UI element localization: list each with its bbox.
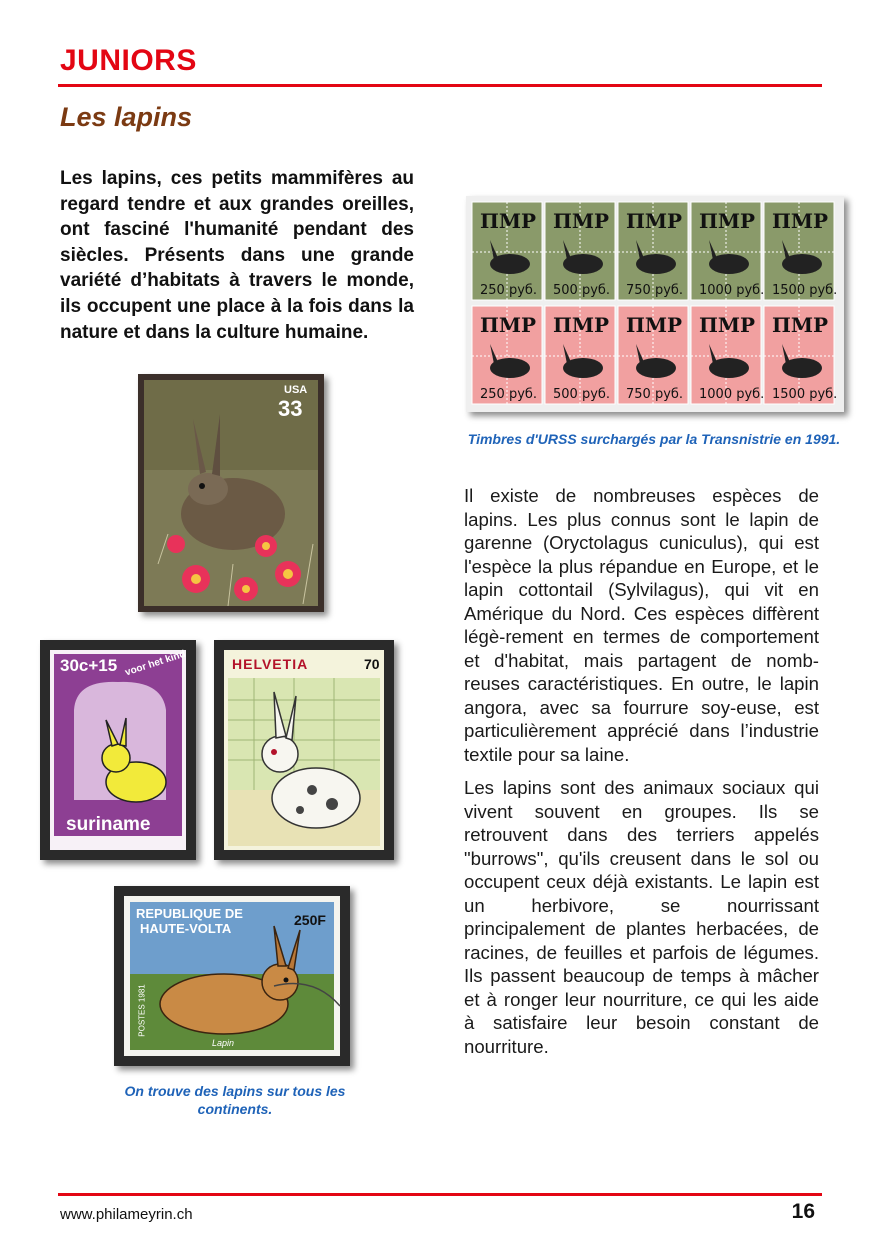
usa-stamp — [138, 374, 324, 612]
ussr-value-text: 500 руб. — [553, 387, 611, 402]
ussr-overprint-text: ПМР — [626, 313, 683, 337]
usa-country-text: USA — [284, 384, 308, 396]
haute-volta-value-text: 250F — [294, 912, 326, 928]
footer-rule — [58, 1193, 822, 1196]
suriname-stamp — [40, 640, 196, 860]
ussr-value-text: 500 руб. — [553, 283, 611, 298]
caption-continents: On trouve des lapins sur tous les continents. — [124, 1083, 346, 1117]
ussr-value-text: 250 руб. — [480, 387, 538, 402]
ussr-value-text: 1500 руб. — [772, 387, 838, 402]
page-number: 16 — [791, 1200, 815, 1223]
haute-volta-stamp — [114, 886, 350, 1066]
ussr-overprint-text: ПМР — [772, 209, 829, 233]
ussr-overprint-text: ПМР — [553, 313, 610, 337]
body-paragraph-1: Il existe de nombreuses espèces de lapins. Les plus connus sont le lapin de garenne (Oryctolagus cuniculus), qui est l'espèce la plus répandue en Europe, et le lapin cottontail (Sylvilagus), qui vit en Amérique du Nord. Ces espèces diffèrent légè-rement en termes de comportement et d'habitat, mais partagent de nomb-reuses caractéristiques. En outre, le lapin angora, avec sa fourrure soy-euse, est particulièrement apprécié dans l’industrie textile pour sa laine. — [464, 485, 819, 765]
ussr-value-text: 1500 руб. — [772, 283, 838, 298]
ussr-value-text: 1000 руб. — [699, 283, 765, 298]
suriname-tagline-text: voor het kind — [123, 648, 187, 679]
ussr-stamp-1-4 — [691, 202, 764, 300]
ussr-stamp-2-1 — [472, 306, 542, 404]
helvetia-stamp-image — [214, 640, 394, 860]
suriname-country-text: suriname — [66, 814, 151, 835]
footer-website: www.philameyrin.ch — [60, 1206, 193, 1223]
ussr-overprint-text: ПМР — [699, 313, 756, 337]
haute-volta-country-line2: HAUTE-VOLTA — [140, 921, 232, 936]
ussr-stamp-2-2 — [545, 306, 615, 404]
ussr-stamp-sheet — [466, 196, 844, 412]
ussr-stamp-2-5 — [764, 306, 837, 404]
ussr-value-text: 250 руб. — [480, 283, 538, 298]
helvetia-country-text: HELVETIA — [232, 656, 309, 672]
intro-paragraph: Les lapins, ces petits mammifères au regard tendre et aux grandes oreilles, ont fasciné l'humanité pendant des siècles. Présents dans une grande variété d’habitats à travers le monde, ils occupent une place à la fois dans la nature et dans la culture humaine. — [60, 168, 414, 343]
ussr-stamp-sheet-image — [466, 196, 844, 412]
haute-volta-label-text: Lapin — [212, 1038, 235, 1048]
header-rule — [58, 84, 822, 87]
helvetia-value-text: 70 — [364, 656, 380, 672]
ussr-overprint-text: ПМР — [772, 313, 829, 337]
page-title: Les lapins — [60, 102, 193, 132]
ussr-value-text: 1000 руб. — [699, 387, 765, 402]
ussr-stamp-1-3 — [618, 202, 688, 300]
helvetia-stamp — [214, 640, 394, 860]
ussr-stamp-1-1 — [472, 202, 542, 300]
ussr-overprint-text: ПМР — [626, 209, 683, 233]
haute-volta-country-line1: REPUBLIQUE DE — [136, 906, 243, 921]
haute-volta-year-text: POSTES 1981 — [137, 984, 147, 1037]
ussr-overprint-text: ПМР — [480, 313, 537, 337]
ussr-stamp-1-5 — [764, 202, 837, 300]
haute-volta-stamp-image — [114, 886, 350, 1066]
usa-value-text: 33 — [278, 396, 303, 421]
usa-stamp-image — [138, 374, 324, 612]
suriname-stamp-image — [40, 640, 196, 860]
body-paragraph-2: Les lapins sont des animaux sociaux qui vivent souvent en groupes. Ils se retrouvent dans des terriers appelés "burrows", qu'ils creusent dans le sol ou occupent ceux déjà existants. Le lapin est un herbivore, se nourrissant principalement de plantes herbacées, de racines, de feuilles et parfois de légumes. Ils passent beaucoup de temps à mâcher et à ronger leur nourriture, ce qui les aide à satisfaire leur besoin constant de nourriture. — [464, 777, 819, 1057]
suriname-value-text: 30c+15 — [60, 656, 118, 675]
section-title: JUNIORS — [60, 44, 197, 77]
ussr-stamp-1-2 — [545, 202, 615, 300]
ussr-overprint-text: ПМР — [553, 209, 610, 233]
ussr-value-text: 750 руб. — [626, 387, 684, 402]
caption-ussr: Timbres d'URSS surchargés par la Transnistrie en 1991. — [467, 431, 841, 447]
ussr-stamp-2-4 — [691, 306, 764, 404]
ussr-stamp-2-3 — [618, 306, 688, 404]
ussr-overprint-text: ПМР — [480, 209, 537, 233]
ussr-overprint-text: ПМР — [699, 209, 756, 233]
ussr-value-text: 750 руб. — [626, 283, 684, 298]
body-text — [464, 484, 819, 1068]
